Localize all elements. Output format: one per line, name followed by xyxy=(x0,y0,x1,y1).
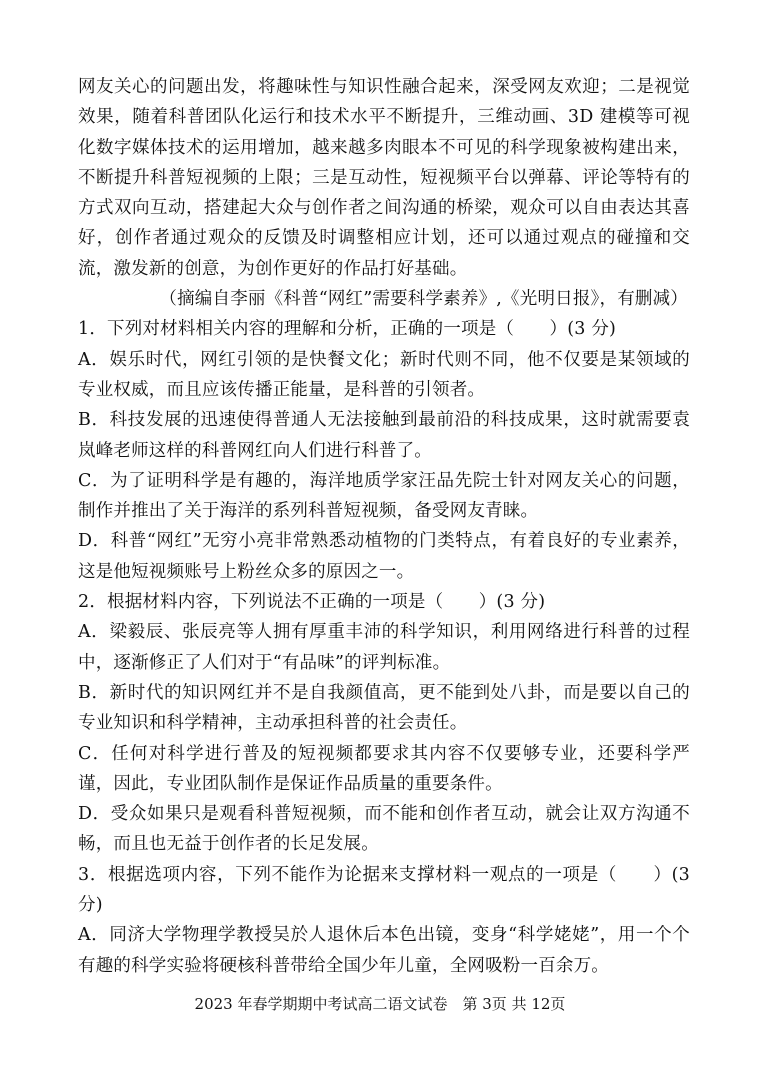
option-d: D．受众如果只是观看科普短视频，而不能和创作者互动，就会让双方沟通不畅，而且也无益于创作者的长足发展。 xyxy=(78,804,690,855)
question-2 xyxy=(78,587,690,860)
question-stem: 2．根据材料内容，下列说法不正确的一项是（ ）(3 分) xyxy=(78,592,546,613)
option-d: D．科普“网红”无穷小亮非常熟悉动植物的门类特点，有着良好的专业素养，这是他短视频账号上粉丝众多的原因之一。 xyxy=(78,531,690,582)
option-c: C．为了证明科学是有趣的，海洋地质学家汪品先院士针对网友关心的问题，制作并推出了关于海洋的系列科普短视频，备受网友青睐。 xyxy=(78,470,690,522)
option-b: B．新时代的知识网红并不是自我颜值高，更不能到处八卦，而是要以自己的专业知识和科学精神，主动承担科普的社会责任。 xyxy=(78,682,690,734)
page-content xyxy=(78,72,690,981)
option-a: A．梁毅辰、张辰亮等人拥有厚重丰沛的科学知识，利用网络进行科普的过程中，逐渐修正了人们对于“有品味”的评判标准。 xyxy=(78,622,690,673)
question-stem: 1．下列对材料相关内容的理解和分析，正确的一项是（ ）(3 分) xyxy=(78,319,617,340)
question-1 xyxy=(78,314,690,587)
option-b: B．科技发展的迅速使得普通人无法接触到最前沿的科技成果，这时就需要袁岚峰老师这样的科普网红向人们进行科普了。 xyxy=(78,410,690,461)
option-c: C．任何对科学进行普及的短视频都要求其内容不仅要够专业，还要科学严谨，因此，专业团队制作是保证作品质量的重要条件。 xyxy=(78,743,690,794)
question-stem: 3．根据选项内容，下列不能作为论据来支撑材料一观点的一项是（ ）(3 分) xyxy=(78,864,690,916)
passage-continuation: 网友关心的问题出发，将趣味性与知识性融合起来，深受网友欢迎；二是视觉效果，随着科普团队化运行和技术水平不断提升，三维动画、3D 建模等可视化数字媒体技术的运用增加，越来越多肉眼本不可见的科学现象被构建出来，不断提升科普短视频的上限；三是互动性，短视频平台以弹幕、评论等特有的方式双向互动，搭建起大众与创作者之间沟通的桥梁，观众可以自由表达其喜好，创作者通过观众的反馈及时调整相应计划，还可以通过观点的碰撞和交流，激发新的创意，为创作更好的作品打好基础。 xyxy=(78,77,690,279)
passage-source: （摘编自李丽《科普“网红”需要科学素养》,《光明日报》，有删减） xyxy=(159,289,688,310)
option-a: A．娱乐时代，网红引领的是快餐文化；新时代则不同，他不仅要是某领域的专业权威，而且应该传播正能量，是科普的引领者。 xyxy=(78,349,690,400)
page-footer: 2023 年春学期期中考试高二语文试卷 第 3页 共 12页 xyxy=(194,995,566,1013)
option-a: A．同济大学物理学教授吴於人退休后本色出镜，变身“科学姥姥”，用一个个有趣的科学实验将硬核科普带给全国少年儿童，全网吸粉一百余万。 xyxy=(78,925,690,976)
question-3 xyxy=(78,860,690,981)
